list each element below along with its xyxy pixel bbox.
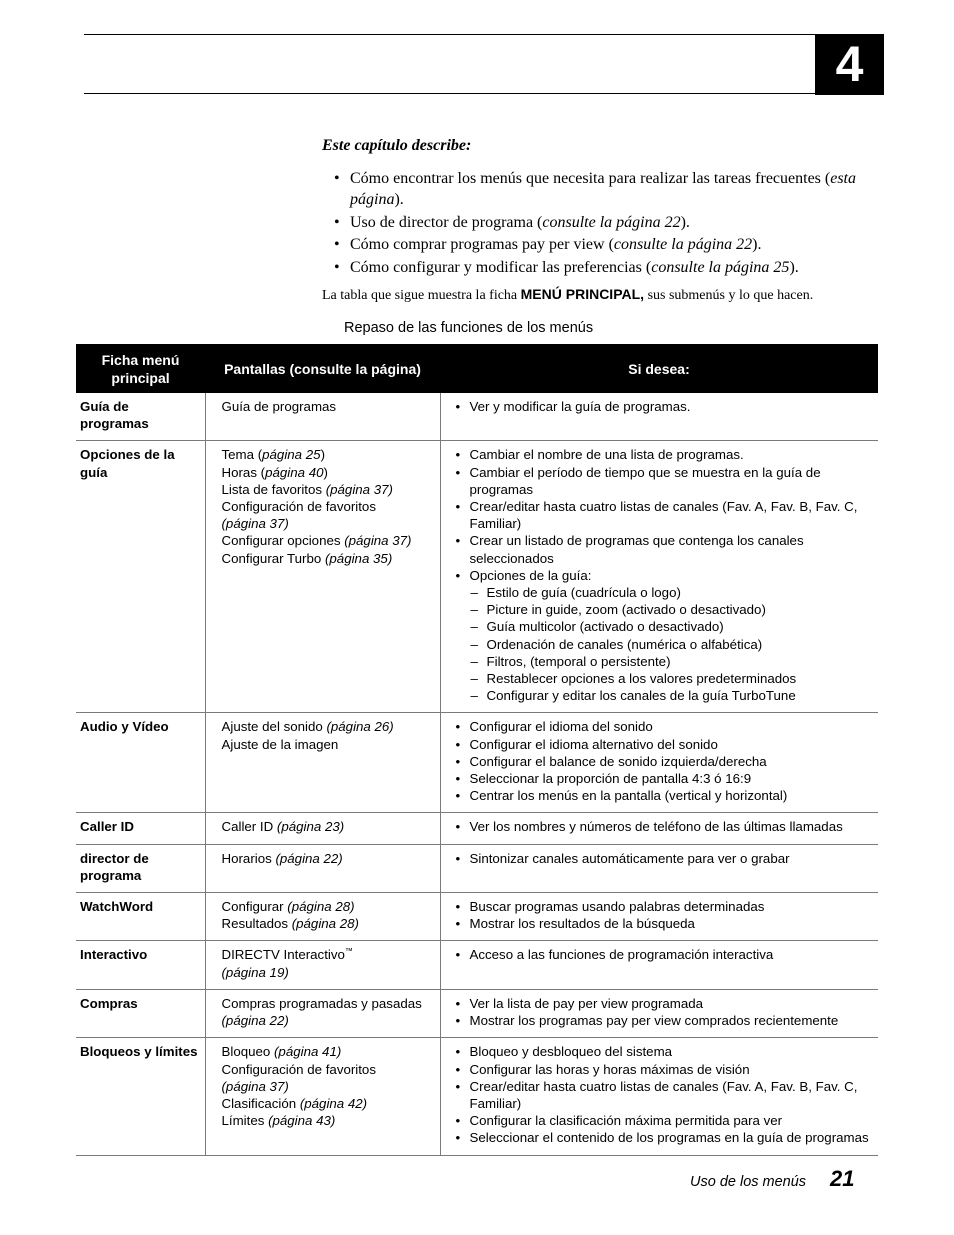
screen-name: Resultados: [221, 916, 292, 932]
page-reference: consulte la página 25: [651, 258, 790, 276]
action-text: Sintonizar canales automáticamente para ver o grabar: [469, 850, 790, 866]
screen-entry: [222, 532, 434, 549]
screen-name: Horas (: [221, 464, 266, 480]
action-text: Seleccionar el contenido de los programas en la guía de programas: [469, 1130, 869, 1146]
screen-name: Configuración de favoritos: [221, 499, 376, 515]
action-list: [453, 398, 873, 415]
action-text: Cambiar el período de tiempo que se muestra en la guía de programas: [469, 464, 821, 497]
action-item: [453, 753, 873, 770]
action-item: [453, 1112, 873, 1129]
table-row: [76, 989, 878, 1037]
screen-entry: [222, 718, 434, 735]
screen-entry: [222, 1061, 434, 1095]
intro-bullet-text: Cómo encontrar los menús que necesita para realizar las tareas frecuentes (: [350, 170, 831, 187]
page-reference: consulte la página 22: [542, 213, 681, 231]
action-item: [453, 532, 873, 566]
table-row: [76, 844, 878, 892]
page-reference: (página 37): [344, 533, 412, 549]
screen-entry: [222, 398, 434, 415]
action-list: [453, 718, 873, 804]
screen-name: Ajuste del sonido: [221, 719, 327, 735]
screen-name: Ajuste de la imagen: [221, 736, 339, 752]
intro-note-text: sus submenús y lo que hacen.: [644, 287, 814, 303]
screens-cell: [205, 844, 440, 892]
screen-entry: [222, 898, 434, 915]
screen-name: Configurar Turbo: [221, 550, 325, 566]
table-row: [76, 713, 878, 813]
intro-bullet-text: Cómo comprar programas pay per view (: [350, 236, 614, 253]
page-reference: (página 35): [324, 550, 393, 566]
intro-bullet-end: ).: [752, 236, 762, 253]
screen-entry: [222, 1095, 434, 1112]
screen-entry: [222, 850, 434, 867]
screen-entry: [222, 1043, 434, 1060]
action-item: [453, 1043, 873, 1060]
screen-entry: [222, 1112, 434, 1129]
actions-cell: [440, 1038, 878, 1155]
screen-entry: [222, 915, 434, 932]
action-text: Ver los nombres y números de teléfono de las últimas llamadas: [469, 819, 843, 835]
action-item: [453, 898, 873, 915]
guide-options-sublist: [453, 584, 873, 704]
menu-tab-name: director de programa: [76, 844, 205, 892]
intro-heading: Este capítulo describe:: [322, 137, 472, 154]
screen-entry: [222, 946, 434, 980]
screen-entry: [222, 818, 434, 835]
action-item: [453, 1012, 873, 1029]
page-reference: (página 19): [221, 964, 289, 980]
menu-tab-name: Guía de programas: [76, 393, 205, 441]
table-row: [76, 1038, 878, 1155]
guide-option-item: – Guía multicolor (activado o desactivado): [453, 618, 873, 635]
screen-entry: [222, 464, 434, 481]
intro-bullet-end: ).: [680, 213, 690, 231]
page-reference: consulte la página 22: [613, 236, 753, 253]
page-reference: (página 28): [287, 899, 355, 915]
screen-entry: [222, 995, 434, 1029]
intro-bullet: [322, 212, 882, 233]
guide-option-item: – Estilo de guía (cuadrícula o logo): [453, 584, 873, 601]
action-text: Configurar las horas y horas máximas de visión: [469, 1061, 750, 1077]
screen-name: Configurar opciones: [221, 533, 345, 549]
intro-bullet: [322, 168, 882, 210]
screen-name: DIRECTV Interactivo: [221, 947, 345, 963]
screen-name: Compras programadas y pasadas: [221, 995, 422, 1011]
screen-entry: [222, 446, 434, 463]
page-reference: (página 37): [221, 1078, 289, 1094]
table-body: [76, 393, 878, 1155]
intro-note-text: La tabla que sigue muestra la ficha: [322, 287, 521, 303]
table-row: [76, 813, 878, 844]
action-item: [453, 498, 873, 532]
page-reference: (página 26): [326, 719, 394, 735]
action-item: [453, 446, 873, 463]
action-text: Ver la lista de pay per view programada: [469, 995, 704, 1011]
action-text: Crear/editar hasta cuatro listas de canales (Fav. A, Fav. B, Fav. C, Familiar): [469, 499, 858, 532]
header-tab: Ficha menú principal: [76, 344, 205, 393]
screen-entry: [222, 736, 434, 753]
page-reference: (página 37): [325, 481, 393, 497]
screen-name: Tema (: [221, 447, 263, 463]
action-text: Centrar los menús en la pantalla (vertical y horizontal): [469, 788, 788, 804]
intro-bullet-list: [322, 168, 882, 278]
screen-name: Bloqueo: [221, 1044, 274, 1060]
menu-functions-table: [76, 344, 878, 1156]
page-reference: (página 23): [276, 819, 345, 835]
table-caption: Repaso de las funciones de los menús: [344, 320, 594, 336]
guide-option-item: – Filtros, (temporal o persistente): [453, 653, 873, 670]
chapter-intro: [322, 136, 882, 320]
screens-cell: [205, 713, 440, 813]
paren-close: ): [320, 447, 325, 463]
action-text: Ver y modificar la guía de programas.: [469, 399, 691, 414]
screen-name: Configuración de favoritos: [221, 1061, 376, 1077]
action-item: [453, 995, 873, 1012]
action-text: Configurar el idioma alternativo del sonido: [469, 736, 718, 752]
intro-bullet-text: Cómo configurar y modificar las preferencias (: [350, 258, 652, 276]
actions-cell: [440, 713, 878, 813]
intro-bullet-text: Uso de director de programa (: [350, 213, 543, 231]
screens-cell: [205, 813, 440, 844]
header-rule-top: [84, 34, 816, 35]
menu-tab-name: Bloqueos y límites: [76, 1038, 205, 1155]
menu-tab-name: Caller ID: [76, 813, 205, 844]
action-item: [453, 850, 873, 867]
intro-bullet-end: ).: [394, 191, 404, 208]
screen-name: Límites: [221, 1113, 269, 1129]
screens-cell: [205, 441, 440, 713]
actions-cell: [440, 989, 878, 1037]
action-text: Configurar el balance de sonido izquierda/derecha: [469, 753, 767, 769]
page-reference: (página 37): [221, 516, 289, 532]
action-list: [453, 1043, 873, 1146]
screens-cell: [205, 941, 440, 989]
screen-entry: [222, 498, 434, 532]
page-reference: página 40: [265, 464, 324, 480]
action-item: [453, 736, 873, 753]
table-row: [76, 441, 878, 713]
action-text: Bloqueo y desbloqueo del sistema: [469, 1044, 673, 1060]
page-reference: (página 41): [274, 1044, 342, 1060]
action-text: Cambiar el nombre de una lista de programas.: [469, 447, 744, 463]
menu-name: MENÚ PRINCIPAL,: [520, 285, 645, 302]
table-row: [76, 941, 878, 989]
screen-name: Clasificación: [221, 1095, 300, 1111]
actions-cell: [440, 441, 878, 713]
action-text: Opciones de la guía:: [469, 567, 592, 583]
intro-note: [322, 284, 882, 306]
header-actions: Si desea:: [440, 344, 878, 393]
guide-option-item: – Restablecer opciones a los valores predeterminados: [453, 670, 873, 687]
header-screens: Pantallas (consulte la página): [205, 344, 440, 393]
guide-option-item: – Ordenación de canales (numérica o alfabética): [453, 636, 873, 653]
paren-close: ): [323, 464, 328, 480]
table-header-row: [76, 344, 878, 393]
screen-name: Lista de favoritos: [221, 481, 326, 497]
action-item: [453, 946, 873, 963]
guide-option-item: – Picture in guide, zoom (activado o desactivado): [453, 601, 873, 618]
action-list: [453, 446, 873, 704]
page-reference: (página 22): [221, 1013, 289, 1029]
menu-tab-name: Audio y Vídeo: [76, 713, 205, 813]
action-text: Mostrar los programas pay per view comprados recientemente: [469, 1013, 839, 1029]
screens-cell: [205, 893, 440, 941]
action-text: Acceso a las funciones de programación interactiva: [469, 947, 774, 963]
actions-cell: [440, 893, 878, 941]
menu-tab-name: Opciones de la guía: [76, 441, 205, 713]
action-item: [453, 818, 873, 835]
page-reference: esta página: [350, 170, 856, 208]
table-row: [76, 893, 878, 941]
action-item: [453, 718, 873, 735]
trademark-symbol: ™: [344, 947, 353, 957]
action-item: [453, 464, 873, 498]
action-item: [453, 567, 873, 705]
action-text: Crear un listado de programas que contenga los canales seleccionados: [469, 533, 804, 566]
action-list: [453, 946, 873, 963]
action-item: [453, 1078, 873, 1112]
menu-tab-name: WatchWord: [76, 893, 205, 941]
footer-section-label: Uso de los menús: [690, 1174, 807, 1190]
intro-bullet: [322, 257, 882, 278]
screen-name: Guía de programas: [221, 399, 337, 414]
page-reference: (página 22): [275, 850, 343, 866]
page-reference: (página 43): [268, 1113, 336, 1129]
intro-bullet: [322, 234, 882, 255]
page-number: 21: [830, 1166, 855, 1191]
action-item: [453, 770, 873, 787]
guide-option-item: – Configurar y editar los canales de la guía TurboTune: [453, 687, 873, 704]
table-row: [76, 393, 878, 441]
menu-tab-name: Interactivo: [76, 941, 205, 989]
page-reference: (página 28): [291, 916, 359, 932]
action-list: [453, 898, 873, 932]
action-list: [453, 818, 873, 835]
action-text: Seleccionar la proporción de pantalla 4:3 ó 16:9: [469, 771, 752, 787]
action-list: [453, 850, 873, 867]
intro-bullet-end: ).: [789, 258, 799, 276]
screens-cell: [205, 989, 440, 1037]
menu-tab-name: Compras: [76, 989, 205, 1037]
screens-cell: [205, 1038, 440, 1155]
action-item: [453, 398, 873, 415]
screen-name: Horarios: [221, 850, 276, 866]
page-reference: página 25: [262, 447, 321, 463]
actions-cell: [440, 941, 878, 989]
screen-name: Configurar: [221, 899, 288, 915]
action-item: [453, 1129, 873, 1146]
screen-name: Caller ID: [221, 819, 277, 835]
action-text: Crear/editar hasta cuatro listas de canales (Fav. A, Fav. B, Fav. C, Familiar): [469, 1078, 858, 1111]
actions-cell: [440, 844, 878, 892]
action-list: [453, 995, 873, 1029]
action-item: [453, 1061, 873, 1078]
page-reference: (página 42): [299, 1095, 368, 1111]
screen-entry: [222, 550, 434, 567]
chapter-number-badge: 4: [815, 34, 884, 95]
actions-cell: [440, 393, 878, 441]
header-rule-bottom: [84, 93, 816, 94]
screen-entry: [222, 481, 434, 498]
action-text: Mostrar los resultados de la búsqueda: [469, 916, 695, 932]
action-text: Configurar la clasificación máxima permitida para ver: [469, 1113, 783, 1129]
screens-cell: [205, 393, 440, 441]
action-text: Buscar programas usando palabras determinadas: [469, 899, 765, 915]
action-text: Configurar el idioma del sonido: [469, 719, 653, 735]
actions-cell: [440, 813, 878, 844]
action-item: [453, 915, 873, 932]
action-item: [453, 787, 873, 804]
